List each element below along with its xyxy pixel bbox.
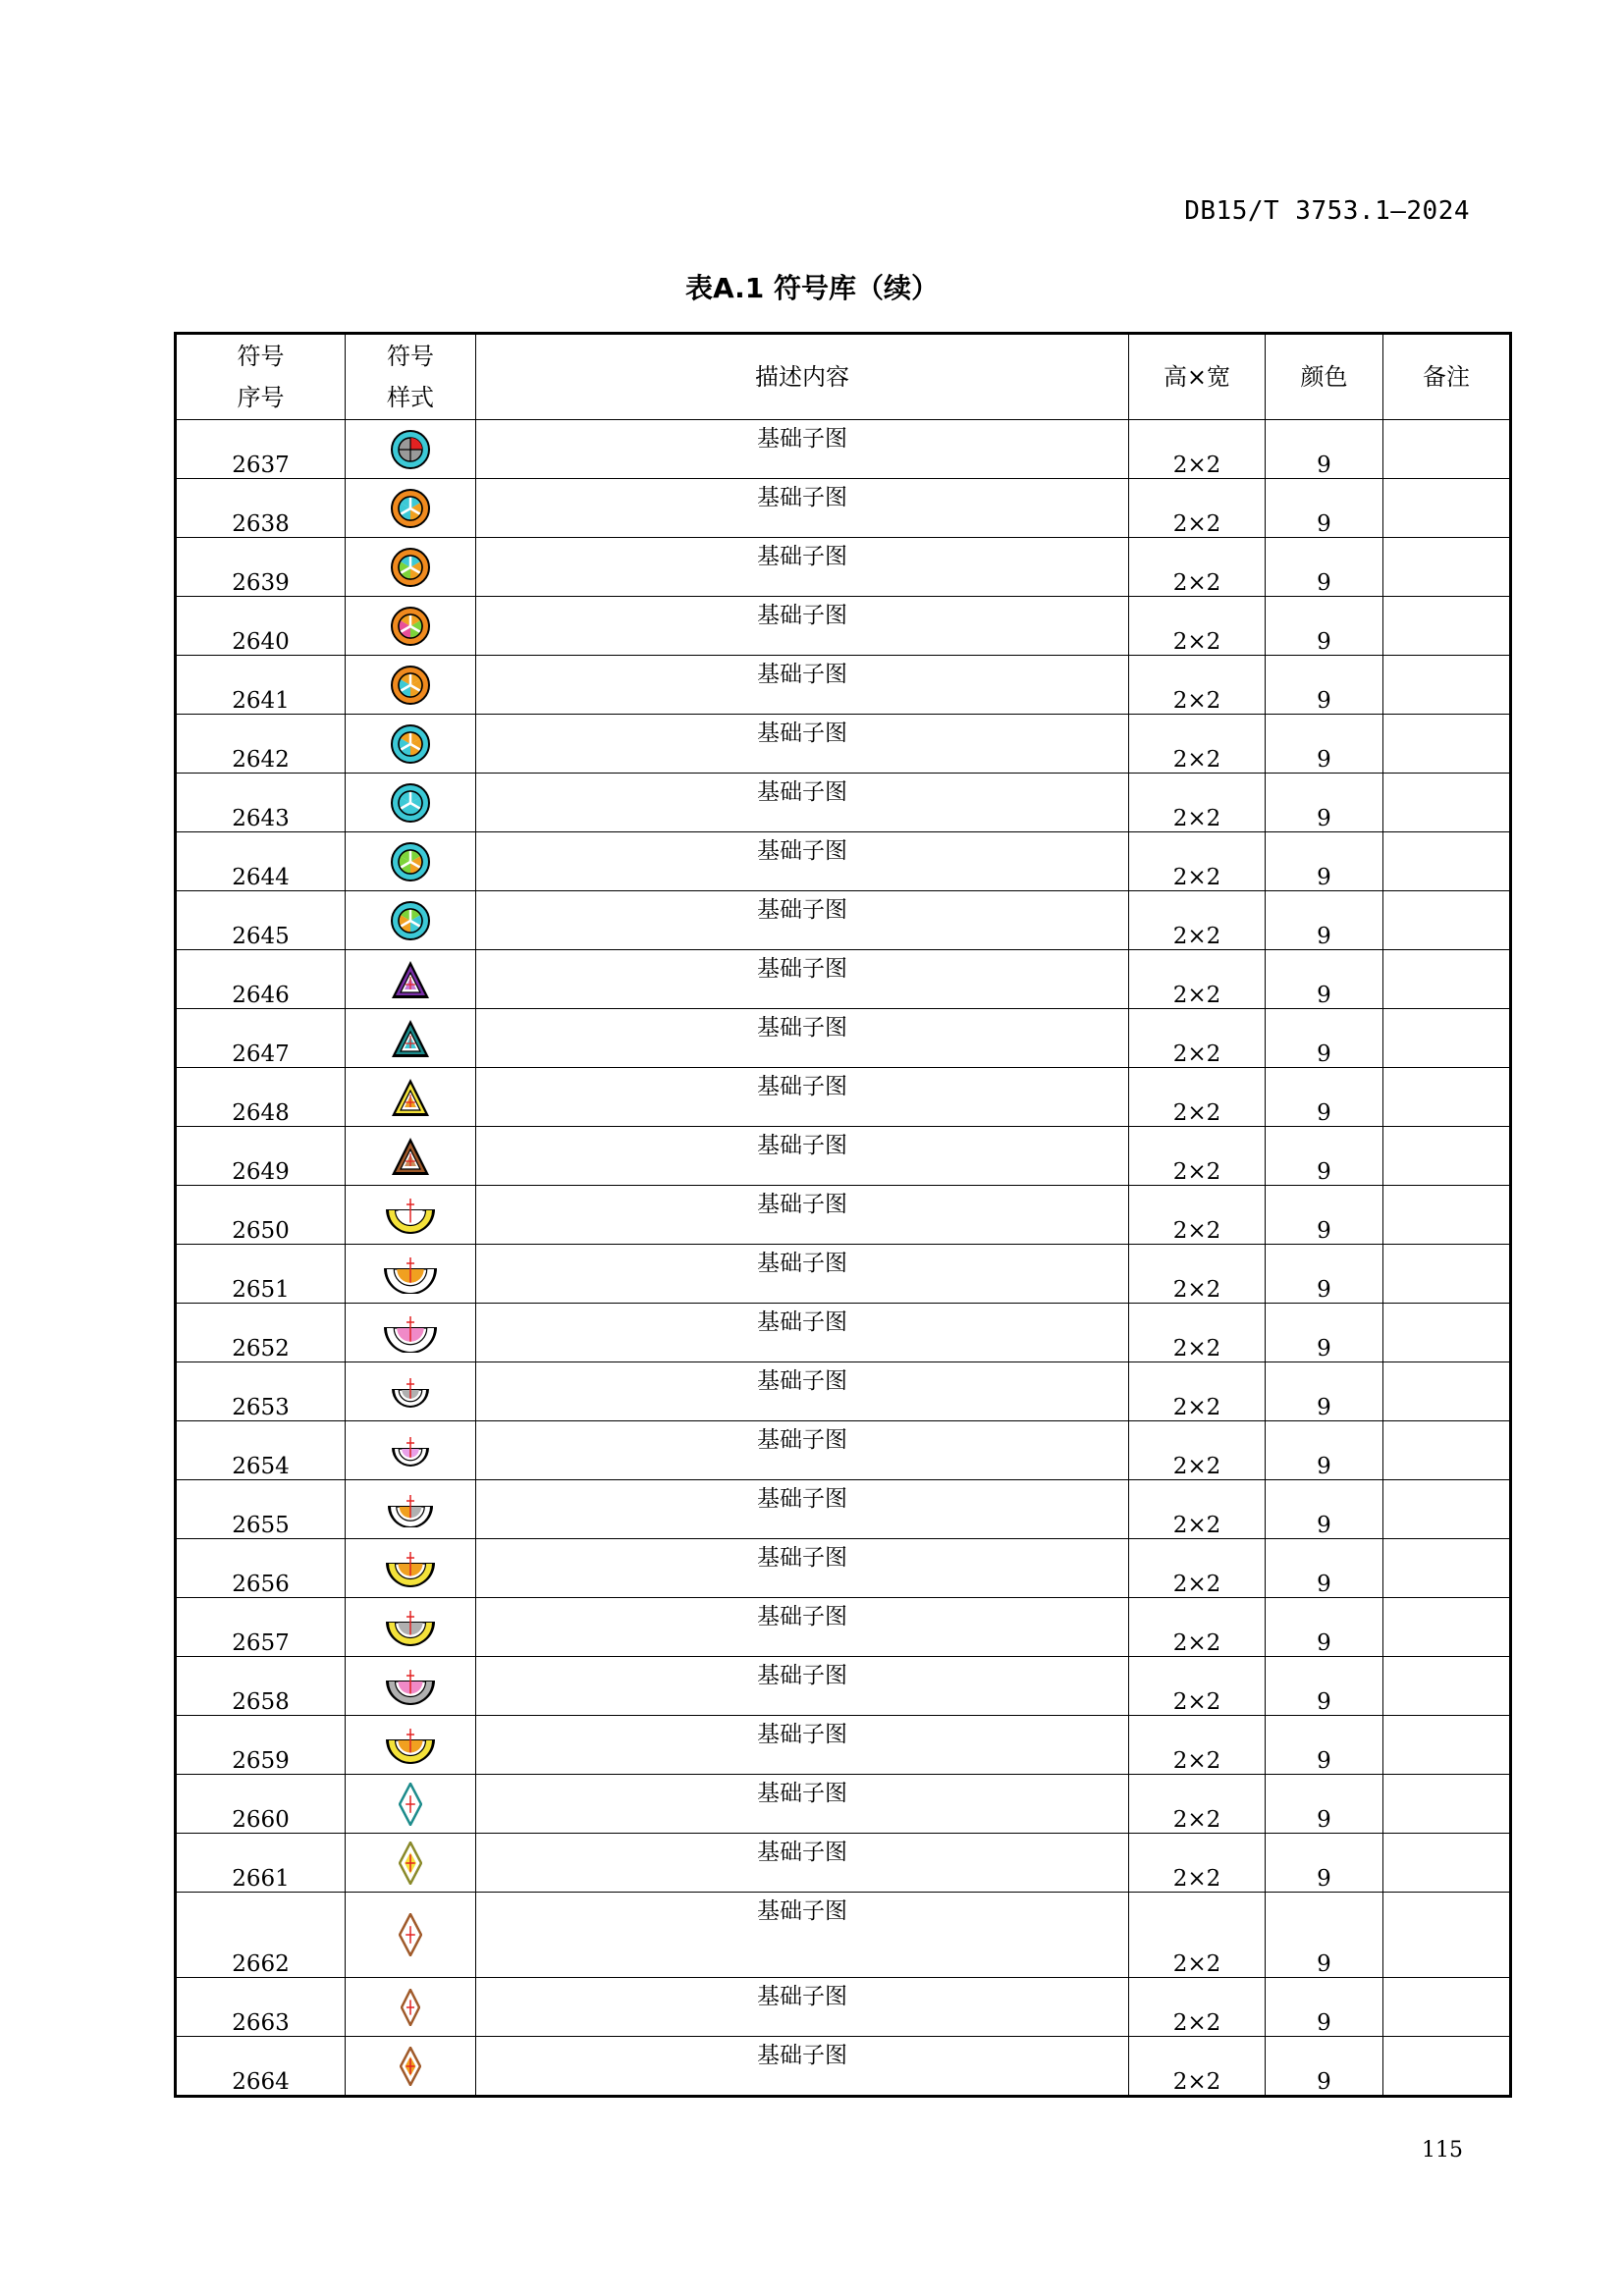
circle-tri-orange-blue-icon [389, 487, 432, 530]
symbol-number: 2654 [176, 1421, 346, 1480]
size: 2×2 [1129, 1421, 1266, 1480]
symbol-style [346, 1657, 476, 1716]
table-row [176, 1716, 1511, 1775]
symbol-style [346, 1127, 476, 1186]
table-row [176, 891, 1511, 950]
size: 2×2 [1129, 1245, 1266, 1304]
table-row [176, 597, 1511, 656]
symbol-number: 2663 [176, 1978, 346, 2037]
header-symbol-style: 符号 样式 [346, 334, 476, 420]
size: 2×2 [1129, 479, 1266, 538]
triangle-teal-icon [389, 1017, 432, 1060]
table-row [176, 715, 1511, 774]
symbol-style [346, 774, 476, 832]
description: 基础子图 [476, 1598, 1129, 1657]
color-code: 9 [1266, 1304, 1383, 1362]
symbol-style [346, 1421, 476, 1480]
size: 2×2 [1129, 420, 1266, 479]
color-code: 9 [1266, 1539, 1383, 1598]
color-code: 9 [1266, 1186, 1383, 1245]
circle-tri-cyan-cyan-icon [389, 781, 432, 825]
note [1383, 891, 1511, 950]
size: 2×2 [1129, 2037, 1266, 2097]
size: 2×2 [1129, 1978, 1266, 2037]
note [1383, 1480, 1511, 1539]
note [1383, 656, 1511, 715]
description: 基础子图 [476, 1421, 1129, 1480]
symbol-number: 2649 [176, 1127, 346, 1186]
table-row [176, 1068, 1511, 1127]
diamond-olive-icon [399, 1842, 422, 1885]
semicircle-small-grey-icon [389, 1375, 432, 1409]
triangle-yellow-icon [389, 1076, 432, 1119]
description: 基础子图 [476, 774, 1129, 832]
table-row [176, 656, 1511, 715]
note [1383, 1304, 1511, 1362]
note [1383, 1186, 1511, 1245]
symbol-style [346, 420, 476, 479]
size: 2×2 [1129, 832, 1266, 891]
table-row [176, 1775, 1511, 1834]
table-row [176, 1127, 1511, 1186]
description: 基础子图 [476, 1186, 1129, 1245]
note [1383, 950, 1511, 1009]
description: 基础子图 [476, 597, 1129, 656]
table-row [176, 1978, 1511, 2037]
circle-quadrant-grey-red-icon [389, 428, 432, 471]
color-code: 9 [1266, 597, 1383, 656]
symbol-number: 2662 [176, 1893, 346, 1978]
header-size: 高×宽 [1129, 334, 1266, 420]
symbol-style [346, 538, 476, 597]
color-code: 9 [1266, 1598, 1383, 1657]
color-code: 9 [1266, 1009, 1383, 1068]
table-row [176, 1834, 1511, 1893]
table-row [176, 1362, 1511, 1421]
symbol-number: 2648 [176, 1068, 346, 1127]
description: 基础子图 [476, 1978, 1129, 2037]
note [1383, 1127, 1511, 1186]
note [1383, 1657, 1511, 1716]
description: 基础子图 [476, 950, 1129, 1009]
symbol-style [346, 1598, 476, 1657]
symbol-style [346, 1834, 476, 1893]
table-row [176, 1421, 1511, 1480]
table-row [176, 1893, 1511, 1978]
header-description: 描述内容 [476, 334, 1129, 420]
table-row [176, 1186, 1511, 1245]
circle-tri-orange-orange-icon [389, 664, 432, 707]
symbol-number: 2647 [176, 1009, 346, 1068]
symbol-number: 2639 [176, 538, 346, 597]
description: 基础子图 [476, 891, 1129, 950]
symbol-number: 2652 [176, 1304, 346, 1362]
description: 基础子图 [476, 1068, 1129, 1127]
symbol-style [346, 1978, 476, 2037]
description: 基础子图 [476, 420, 1129, 479]
note [1383, 832, 1511, 891]
table-row [176, 538, 1511, 597]
description: 基础子图 [476, 1893, 1129, 1978]
page-number: 115 [1422, 2138, 1463, 2163]
symbol-number: 2658 [176, 1657, 346, 1716]
symbol-number: 2644 [176, 832, 346, 891]
semicircle-yellow-orange-2-icon [383, 1726, 438, 1765]
note [1383, 1245, 1511, 1304]
symbol-style [346, 1304, 476, 1362]
symbol-style [346, 1068, 476, 1127]
color-code: 9 [1266, 1834, 1383, 1893]
size: 2×2 [1129, 1598, 1266, 1657]
symbol-number: 2650 [176, 1186, 346, 1245]
description: 基础子图 [476, 715, 1129, 774]
note [1383, 1362, 1511, 1421]
note [1383, 1834, 1511, 1893]
semicircle-yellow-grey-icon [383, 1608, 438, 1647]
semicircle-yellow-icon [383, 1196, 438, 1235]
symbol-number: 2643 [176, 774, 346, 832]
size: 2×2 [1129, 1127, 1266, 1186]
circle-tri-orange-cyan-icon [389, 546, 432, 589]
table-row [176, 832, 1511, 891]
color-code: 9 [1266, 420, 1383, 479]
note [1383, 715, 1511, 774]
symbol-style [346, 891, 476, 950]
color-code: 9 [1266, 1127, 1383, 1186]
semicircle-orange-icon [381, 1255, 440, 1294]
symbol-style [346, 715, 476, 774]
size: 2×2 [1129, 715, 1266, 774]
note [1383, 2037, 1511, 2097]
diamond-orange-icon [400, 2047, 421, 2086]
size: 2×2 [1129, 891, 1266, 950]
diamond-small-brown-icon [401, 1989, 420, 2026]
color-code: 9 [1266, 1245, 1383, 1304]
header-color: 颜色 [1266, 334, 1383, 420]
symbol-style [346, 1362, 476, 1421]
table-row [176, 2037, 1511, 2097]
triangle-purple-icon [389, 958, 432, 1001]
symbol-number: 2664 [176, 2037, 346, 2097]
circle-tri-cyan-mixed-icon [389, 899, 432, 942]
size: 2×2 [1129, 1480, 1266, 1539]
description: 基础子图 [476, 1245, 1129, 1304]
symbol-style [346, 1009, 476, 1068]
description: 基础子图 [476, 1834, 1129, 1893]
size: 2×2 [1129, 774, 1266, 832]
note [1383, 597, 1511, 656]
header-symbol-seq: 符号 序号 [176, 334, 346, 420]
size: 2×2 [1129, 950, 1266, 1009]
size: 2×2 [1129, 1362, 1266, 1421]
description: 基础子图 [476, 1539, 1129, 1598]
size: 2×2 [1129, 1775, 1266, 1834]
color-code: 9 [1266, 1068, 1383, 1127]
description: 基础子图 [476, 1657, 1129, 1716]
color-code: 9 [1266, 479, 1383, 538]
semicircle-yellow-orange-icon [383, 1549, 438, 1588]
size: 2×2 [1129, 1657, 1266, 1716]
description: 基础子图 [476, 2037, 1129, 2097]
note [1383, 420, 1511, 479]
color-code: 9 [1266, 1421, 1383, 1480]
symbol-number: 2653 [176, 1362, 346, 1421]
symbol-number: 2638 [176, 479, 346, 538]
size: 2×2 [1129, 656, 1266, 715]
table-row [176, 479, 1511, 538]
table-title: 表A.1 符号库（续） [684, 272, 940, 304]
symbol-style [346, 597, 476, 656]
color-code: 9 [1266, 1716, 1383, 1775]
color-code: 9 [1266, 774, 1383, 832]
description: 基础子图 [476, 1775, 1129, 1834]
color-code: 9 [1266, 656, 1383, 715]
color-code: 9 [1266, 1480, 1383, 1539]
symbol-number: 2661 [176, 1834, 346, 1893]
circle-tri-cyan-orange-icon [389, 722, 432, 766]
symbol-number: 2642 [176, 715, 346, 774]
description: 基础子图 [476, 538, 1129, 597]
table-row [176, 1480, 1511, 1539]
description: 基础子图 [476, 1304, 1129, 1362]
diamond-teal-icon [399, 1783, 422, 1826]
table-row [176, 774, 1511, 832]
symbol-number: 2659 [176, 1716, 346, 1775]
description: 基础子图 [476, 479, 1129, 538]
color-code: 9 [1266, 950, 1383, 1009]
note [1383, 774, 1511, 832]
symbol-style [346, 1539, 476, 1598]
description: 基础子图 [476, 1127, 1129, 1186]
semicircle-orange-grey-icon [385, 1492, 436, 1527]
description: 基础子图 [476, 1480, 1129, 1539]
semicircle-grey-pink-icon [383, 1667, 438, 1706]
color-code: 9 [1266, 1893, 1383, 1978]
triangle-brown-icon [389, 1135, 432, 1178]
diamond-brown-icon [399, 1913, 422, 1956]
color-code: 9 [1266, 715, 1383, 774]
size: 2×2 [1129, 597, 1266, 656]
size: 2×2 [1129, 1009, 1266, 1068]
color-code: 9 [1266, 891, 1383, 950]
symbol-number: 2660 [176, 1775, 346, 1834]
note [1383, 479, 1511, 538]
size: 2×2 [1129, 1834, 1266, 1893]
size: 2×2 [1129, 1893, 1266, 1978]
note [1383, 1775, 1511, 1834]
size: 2×2 [1129, 1539, 1266, 1598]
symbol-table [174, 332, 1512, 2098]
symbol-style [346, 2037, 476, 2097]
table-row [176, 1657, 1511, 1716]
color-code: 9 [1266, 1978, 1383, 2037]
note [1383, 1009, 1511, 1068]
note [1383, 1598, 1511, 1657]
symbol-style [346, 1716, 476, 1775]
note [1383, 1978, 1511, 2037]
color-code: 9 [1266, 1362, 1383, 1421]
symbol-style [346, 1480, 476, 1539]
table-row [176, 950, 1511, 1009]
table-row [176, 1245, 1511, 1304]
symbol-number: 2657 [176, 1598, 346, 1657]
description: 基础子图 [476, 1362, 1129, 1421]
color-code: 9 [1266, 1775, 1383, 1834]
note [1383, 1893, 1511, 1978]
symbol-number: 2651 [176, 1245, 346, 1304]
symbol-style [346, 950, 476, 1009]
circle-tri-orange-green-icon [389, 605, 432, 648]
circle-tri-cyan-green-icon [389, 840, 432, 883]
description: 基础子图 [476, 656, 1129, 715]
semicircle-pink-icon [381, 1313, 440, 1353]
color-code: 9 [1266, 2037, 1383, 2097]
note [1383, 1716, 1511, 1775]
symbol-number: 2645 [176, 891, 346, 950]
note [1383, 1539, 1511, 1598]
symbol-number: 2646 [176, 950, 346, 1009]
size: 2×2 [1129, 538, 1266, 597]
color-code: 9 [1266, 832, 1383, 891]
symbol-style [346, 1893, 476, 1978]
note [1383, 538, 1511, 597]
description: 基础子图 [476, 1009, 1129, 1068]
size: 2×2 [1129, 1716, 1266, 1775]
symbol-number: 2640 [176, 597, 346, 656]
table-header-row [176, 334, 1511, 420]
description: 基础子图 [476, 832, 1129, 891]
semicircle-small-pink-icon [389, 1434, 432, 1468]
size: 2×2 [1129, 1068, 1266, 1127]
symbol-number: 2637 [176, 420, 346, 479]
symbol-style [346, 1186, 476, 1245]
document-id: DB15/T 3753.1—2024 [1184, 196, 1470, 226]
description: 基础子图 [476, 1716, 1129, 1775]
color-code: 9 [1266, 538, 1383, 597]
table-row [176, 1304, 1511, 1362]
symbol-style [346, 656, 476, 715]
header-note: 备注 [1383, 334, 1511, 420]
table-row [176, 1539, 1511, 1598]
table-row [176, 420, 1511, 479]
symbol-number: 2655 [176, 1480, 346, 1539]
note [1383, 1421, 1511, 1480]
size: 2×2 [1129, 1304, 1266, 1362]
symbol-style [346, 832, 476, 891]
table-row [176, 1009, 1511, 1068]
table-row [176, 1598, 1511, 1657]
note [1383, 1068, 1511, 1127]
symbol-number: 2656 [176, 1539, 346, 1598]
size: 2×2 [1129, 1186, 1266, 1245]
symbol-style [346, 1245, 476, 1304]
symbol-style [346, 1775, 476, 1834]
color-code: 9 [1266, 1657, 1383, 1716]
symbol-style [346, 479, 476, 538]
symbol-number: 2641 [176, 656, 346, 715]
